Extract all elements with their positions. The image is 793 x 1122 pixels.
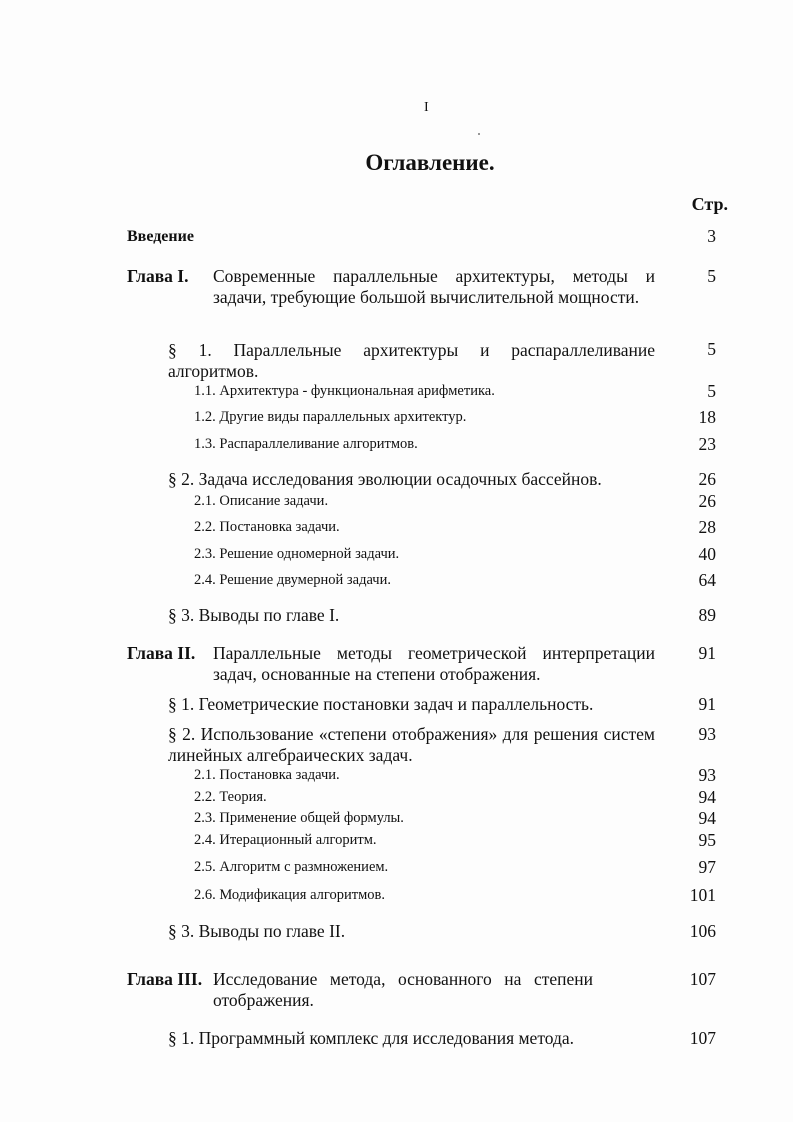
toc-section-text: § 3. Выводы по главе I. [168, 605, 340, 625]
toc-page: 5 [707, 266, 716, 286]
toc-section-text: § 2. Использование «степени отображения» для решения систем линейных алгебраических задач. [168, 724, 655, 765]
chapter-label: Глава I. [127, 266, 189, 286]
toc-section-text: § 3. Выводы по главе II. [168, 921, 346, 941]
toc-subsection-text: 2.4. Решение двумерной задачи. [194, 572, 391, 588]
chapter-label: Глава III. [127, 969, 203, 989]
toc-page: 95 [698, 830, 716, 850]
chapter-title: Параллельные методы геометрической интерпретации задач, основанные на степени отображения. [213, 643, 655, 684]
toc-page: 5 [707, 339, 716, 359]
toc-subsection-text: 2.2. Теория. [194, 789, 267, 805]
toc-page: 93 [698, 765, 716, 785]
toc-page: 3 [707, 226, 716, 246]
toc-subsection-text: 2.6. Модификация алгоритмов. [194, 887, 385, 903]
toc-subsection-text: 1.2. Другие виды параллельных архитектур. [194, 409, 467, 425]
toc-page: 91 [698, 694, 716, 714]
toc-section-text: § 1. Параллельные архитектуры и распараллеливание алгоритмов. [168, 340, 655, 381]
chapter-label: Глава II. [127, 643, 196, 663]
toc-subsection-text: 1.3. Распараллеливание алгоритмов. [194, 436, 418, 452]
toc-section-text: § 1. Геометрические постановки задач и параллельность. [168, 694, 594, 714]
toc-page: 89 [698, 605, 716, 625]
toc-subsection-text: 2.5. Алгоритм с размножением. [194, 859, 389, 875]
toc-subsection-text: 2.1. Постановка задачи. [194, 767, 340, 783]
toc-chapter-text [127, 643, 195, 664]
toc-subsection-text: 2.3. Решение одномерной задачи. [194, 546, 400, 562]
toc-page: 94 [698, 808, 716, 828]
toc-label: Введение [127, 228, 194, 245]
toc-chapter-title [213, 969, 593, 1011]
chapter-title: Современные параллельные архитектуры, методы и задачи, требующие большой вычислительной мощности. [213, 266, 655, 307]
toc-page: 18 [698, 407, 716, 427]
toc-page: 93 [698, 724, 716, 744]
toc-page: 94 [698, 787, 716, 807]
toc-page: 40 [698, 544, 716, 564]
toc-page: 5 [707, 381, 716, 401]
toc-page: 91 [698, 643, 716, 663]
toc-page: 64 [698, 570, 716, 590]
toc-section-text: § 2. Задача исследования эволюции осадочных бассейнов. [168, 469, 602, 489]
toc-chapter-title [213, 266, 655, 308]
toc-page: 28 [698, 517, 716, 537]
page-number: I [424, 100, 429, 115]
toc-subsection-text: 1.1. Архитектура - функциональная арифметика. [194, 383, 495, 399]
page-title: Оглавление. [365, 150, 495, 175]
toc-page: 107 [689, 1028, 716, 1048]
toc-page: 26 [698, 491, 716, 511]
toc-subsection-text: 2.1. Описание задачи. [194, 493, 329, 509]
toc-page: 97 [698, 857, 716, 877]
toc-page: 106 [689, 921, 716, 941]
toc-chapter-text [127, 969, 202, 990]
toc-page: 23 [698, 434, 716, 454]
toc-page: 101 [689, 885, 716, 905]
toc-subsection-text: 2.2. Постановка задачи. [194, 519, 340, 535]
toc-chapter-title [213, 643, 655, 685]
toc-section-text: § 1. Программный комплекс для исследования метода. [168, 1028, 575, 1048]
scan-speck [478, 133, 480, 135]
toc-page: 26 [698, 469, 716, 489]
toc-subsection-text: 2.3. Применение общей формулы. [194, 810, 404, 826]
page-column-header: Стр. [691, 194, 728, 214]
toc-subsection-text: 2.4. Итерационный алгоритм. [194, 832, 377, 848]
chapter-title: Исследование метода, основанного на степени отображения. [213, 969, 593, 1010]
toc-page: 107 [689, 969, 716, 989]
